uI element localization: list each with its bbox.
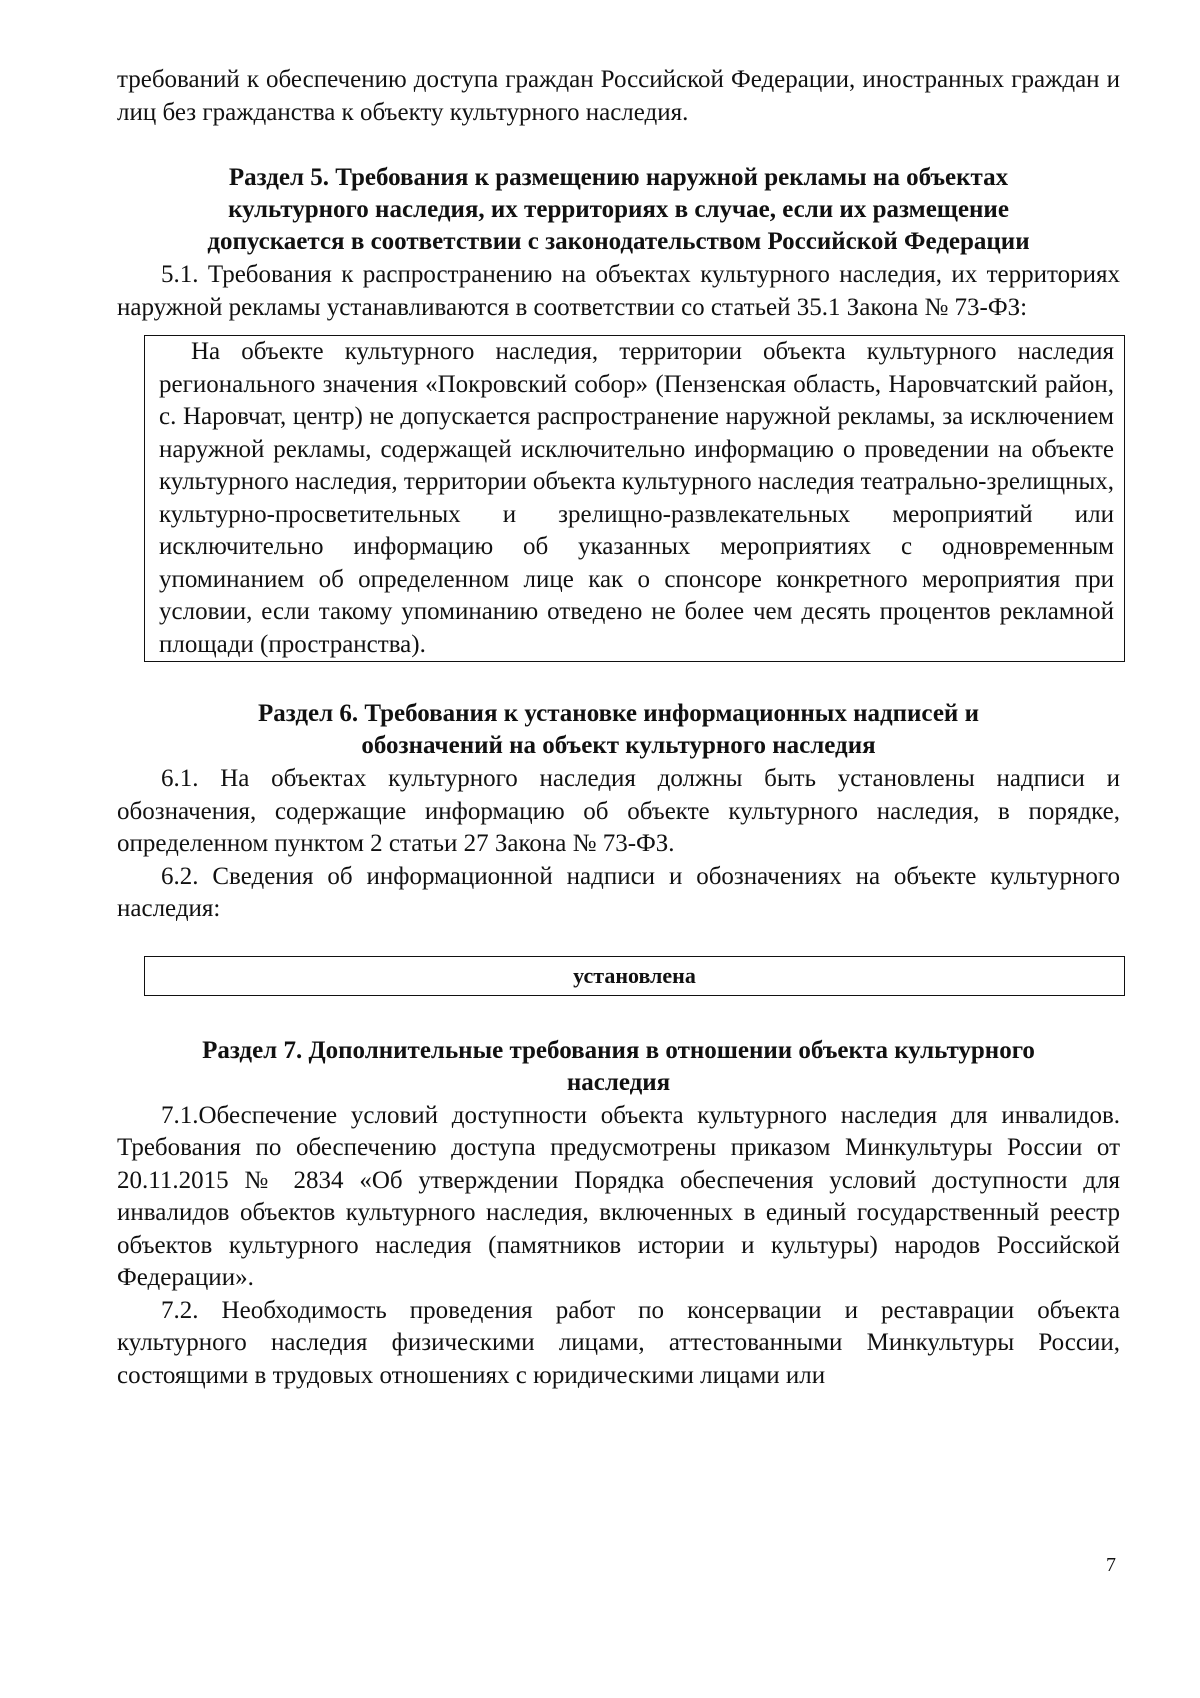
continuation-paragraph: требований к обеспечению доступа граждан Российской Федерации, иностранных граждан и лиц без гражданства к объекту культурного наследия. — [117, 66, 1120, 126]
section-6-heading-line-1: Раздел 6. Требования к установке информационных надписей и — [257, 700, 979, 727]
section-7-heading — [117, 1035, 1120, 1099]
paragraph-7-2: 7.2. Необходимость проведения работ по консервации и реставрации объекта культурного наследия физическими лицами, аттестованными Минкультуры России, состоящими в трудовых отношениях с юридическими лицами или — [117, 1296, 1120, 1389]
section-5-heading-line-1: Раздел 5. Требования к размещению наружной рекламы на объектах — [228, 164, 1009, 191]
page-number: 7 — [1106, 1554, 1116, 1576]
section-5-heading — [117, 162, 1120, 258]
section-7-heading-line-2: наследия — [566, 1068, 671, 1096]
section-7-heading-line-1: Раздел 7. Дополнительные требования в отношении объекта культурного — [202, 1036, 1035, 1064]
advertising-restriction-box — [144, 335, 1125, 662]
section-6-heading — [117, 698, 1120, 762]
section-5 — [117, 162, 1120, 662]
paragraph-7-1: 7.1.Обеспечение условий доступности объекта культурного наследия для инвалидов. Требования по обеспечению доступа предусмотрены приказом Минкультуры России от 20.11.2015 № 2834 «Об утверждении Порядка обеспечения условий доступности для инвалидов объектов культурного наследия, включенных в единый государственный реестр объектов культурного наследия (памятников истории и культуры) народов Российской Федерации». — [117, 1101, 1120, 1291]
advertising-restriction-text: На объекте культурного наследия, территории объекта культурного наследия регионального значения «Покровский собор» (Пензенская область, Наровчатский район, с. Наровчат, центр) не допускается распространение наружной рекламы, за исключением наружной рекламы, содержащей исключительно информацию о проведении на объекте культурного наследия, территории объекта культурного наследия театрально-зрелищных, культурно-просветительных и зрелищно-развлекательных мероприятий или исключительно информацию об указанных мероприятиях с одновременным упоминанием об определенном лице как о спонсоре конкретного мероприятия при условии, если такому упоминанию отведено не более чем десять процентов рекламной площади (пространства). — [159, 338, 1114, 658]
paragraph-5-1: 5.1. Требования к распространению на объектах культурного наследия, их территориях наружной рекламы устанавливаются в соответствии со статьей 35.1 Закона № 73-ФЗ: — [117, 261, 1120, 321]
paragraph-6-1: 6.1. На объектах культурного наследия должны быть установлены надписи и обозначения, содержащие информацию об объекте культурного наследия, в порядке, определенном пунктом 2 статьи 27 Закона № 73-ФЗ. — [117, 765, 1120, 857]
section-6 — [117, 698, 1120, 996]
section-6-heading-line-2: обозначений на объект культурного наследия — [361, 732, 876, 759]
section-5-heading-line-2: культурного наследия, их территориях в случае, если их размещение — [228, 196, 1009, 223]
section-5-heading-line-3: допускается в соответствии с законодательством Российской Федерации — [207, 228, 1030, 255]
inscription-status: установлена — [573, 962, 696, 988]
paragraph-6-2: 6.2. Сведения об информационной надписи и обозначениях на объекте культурного наследия: — [117, 862, 1120, 922]
section-7 — [117, 1035, 1120, 1393]
inscription-status-box — [144, 956, 1125, 996]
document-page — [117, 64, 1120, 1392]
